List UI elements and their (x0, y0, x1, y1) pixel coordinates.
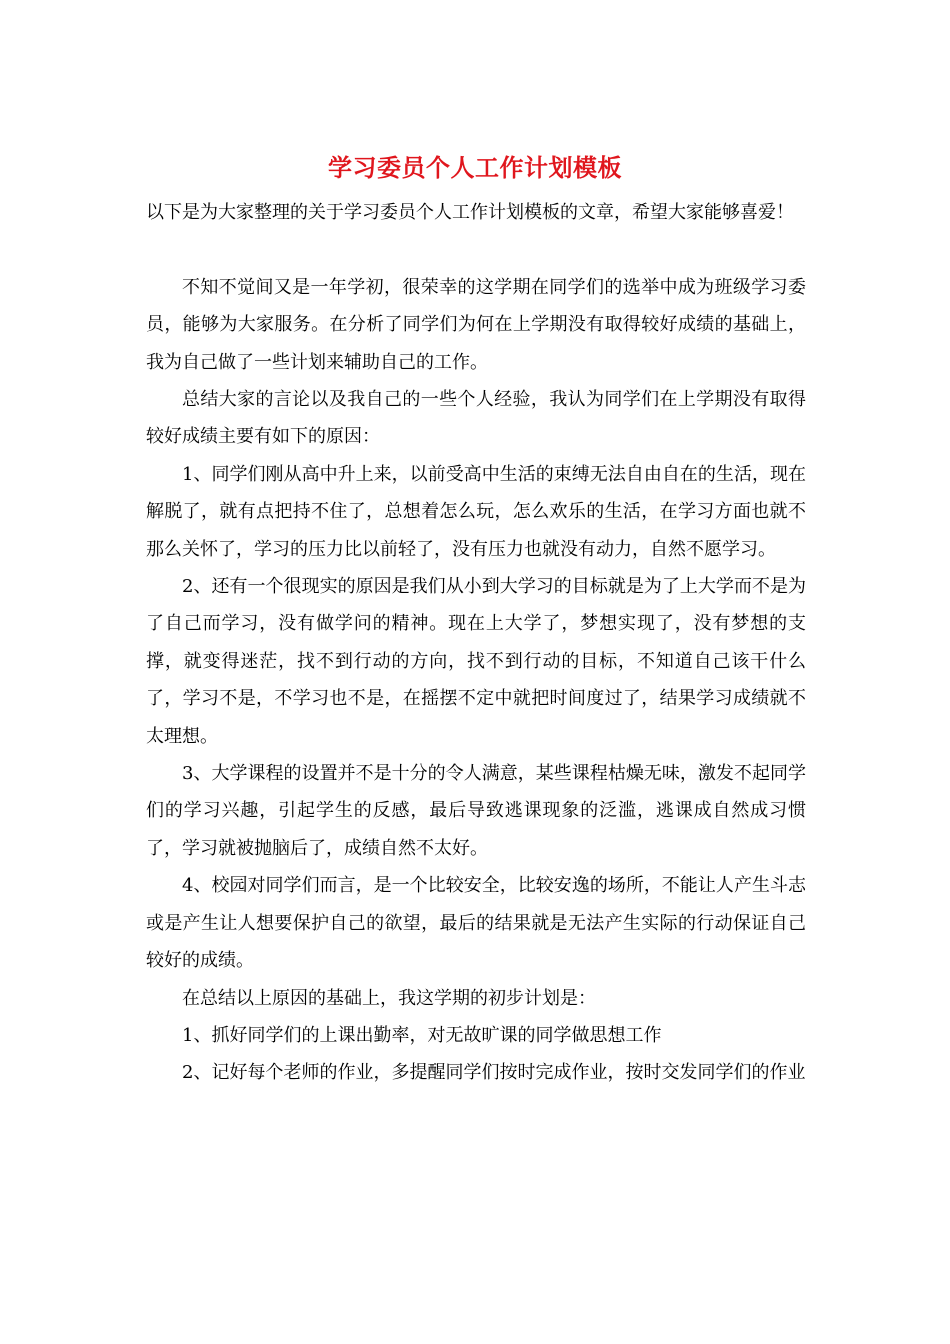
body-paragraph: 在总结以上原因的基础上，我这学期的初步计划是： (182, 987, 596, 1009)
document-body (146, 194, 806, 1092)
body-paragraph: 总结大家的言论以及我自己的一些个人经验，我认为同学们在上学期没有取得较好成绩主要有如下的原因： (146, 389, 806, 448)
reason-item: 1、同学们刚从高中升上来，以前受高中生活的束缚无法自由自在的生活，现在解脱了，就有点把持不住了，总想着怎么玩，怎么欢乐的生活，在学习方面也就不那么关怀了，学习的压力比以前轻了，没有压力也就没有动力，自然不愿学习。 (146, 463, 806, 560)
plan-item: 1、抓好同学们的上课出勤率，对无故旷课的同学做思想工作 (182, 1024, 662, 1046)
reason-item: 4、校园对同学们而言，是一个比较安全，比较安逸的场所，不能让人产生斗志或是产生让人想要保护自己的欲望，最后的结果就是无法产生实际的行动保证自己较好的成绩。 (146, 875, 806, 972)
body-paragraph: 不知不觉间又是一年学初，很荣幸的这学期在同学们的选举中成为班级学习委员，能够为大家服务。在分析了同学们为何在上学期没有取得较好成绩的基础上，我为自己做了一些计划来辅助自己的工作。 (146, 276, 806, 373)
reason-item: 2、还有一个很现实的原因是我们从小到大学习的目标就是为了上大学而不是为了自己而学习，没有做学问的精神。现在上大学了，梦想实现了，没有梦想的支撑，就变得迷茫，找不到行动的方向，找不到行动的目标，不知道自己该干什么了，学习不是，不学习也不是，在摇摆不定中就把时间度过了，结果学习成绩就不太理想。 (146, 576, 806, 747)
intro-paragraph: 以下是为大家整理的关于学习委员个人工作计划模板的文章，希望大家能够喜爱！ (146, 202, 794, 223)
reason-item: 3、大学课程的设置并不是十分的令人满意，某些课程枯燥无味，激发不起同学们的学习兴趣，引起学生的反感，最后导致逃课现象的泛滥，逃课成自然成习惯了，学习就被抛脑后了，成绩自然不太好。 (146, 763, 806, 859)
plan-item: 2、记好每个老师的作业，多提醒同学们按时完成作业，按时交发同学们的作业 (182, 1062, 806, 1084)
document-title: 学习委员个人工作计划模板 (328, 153, 622, 182)
